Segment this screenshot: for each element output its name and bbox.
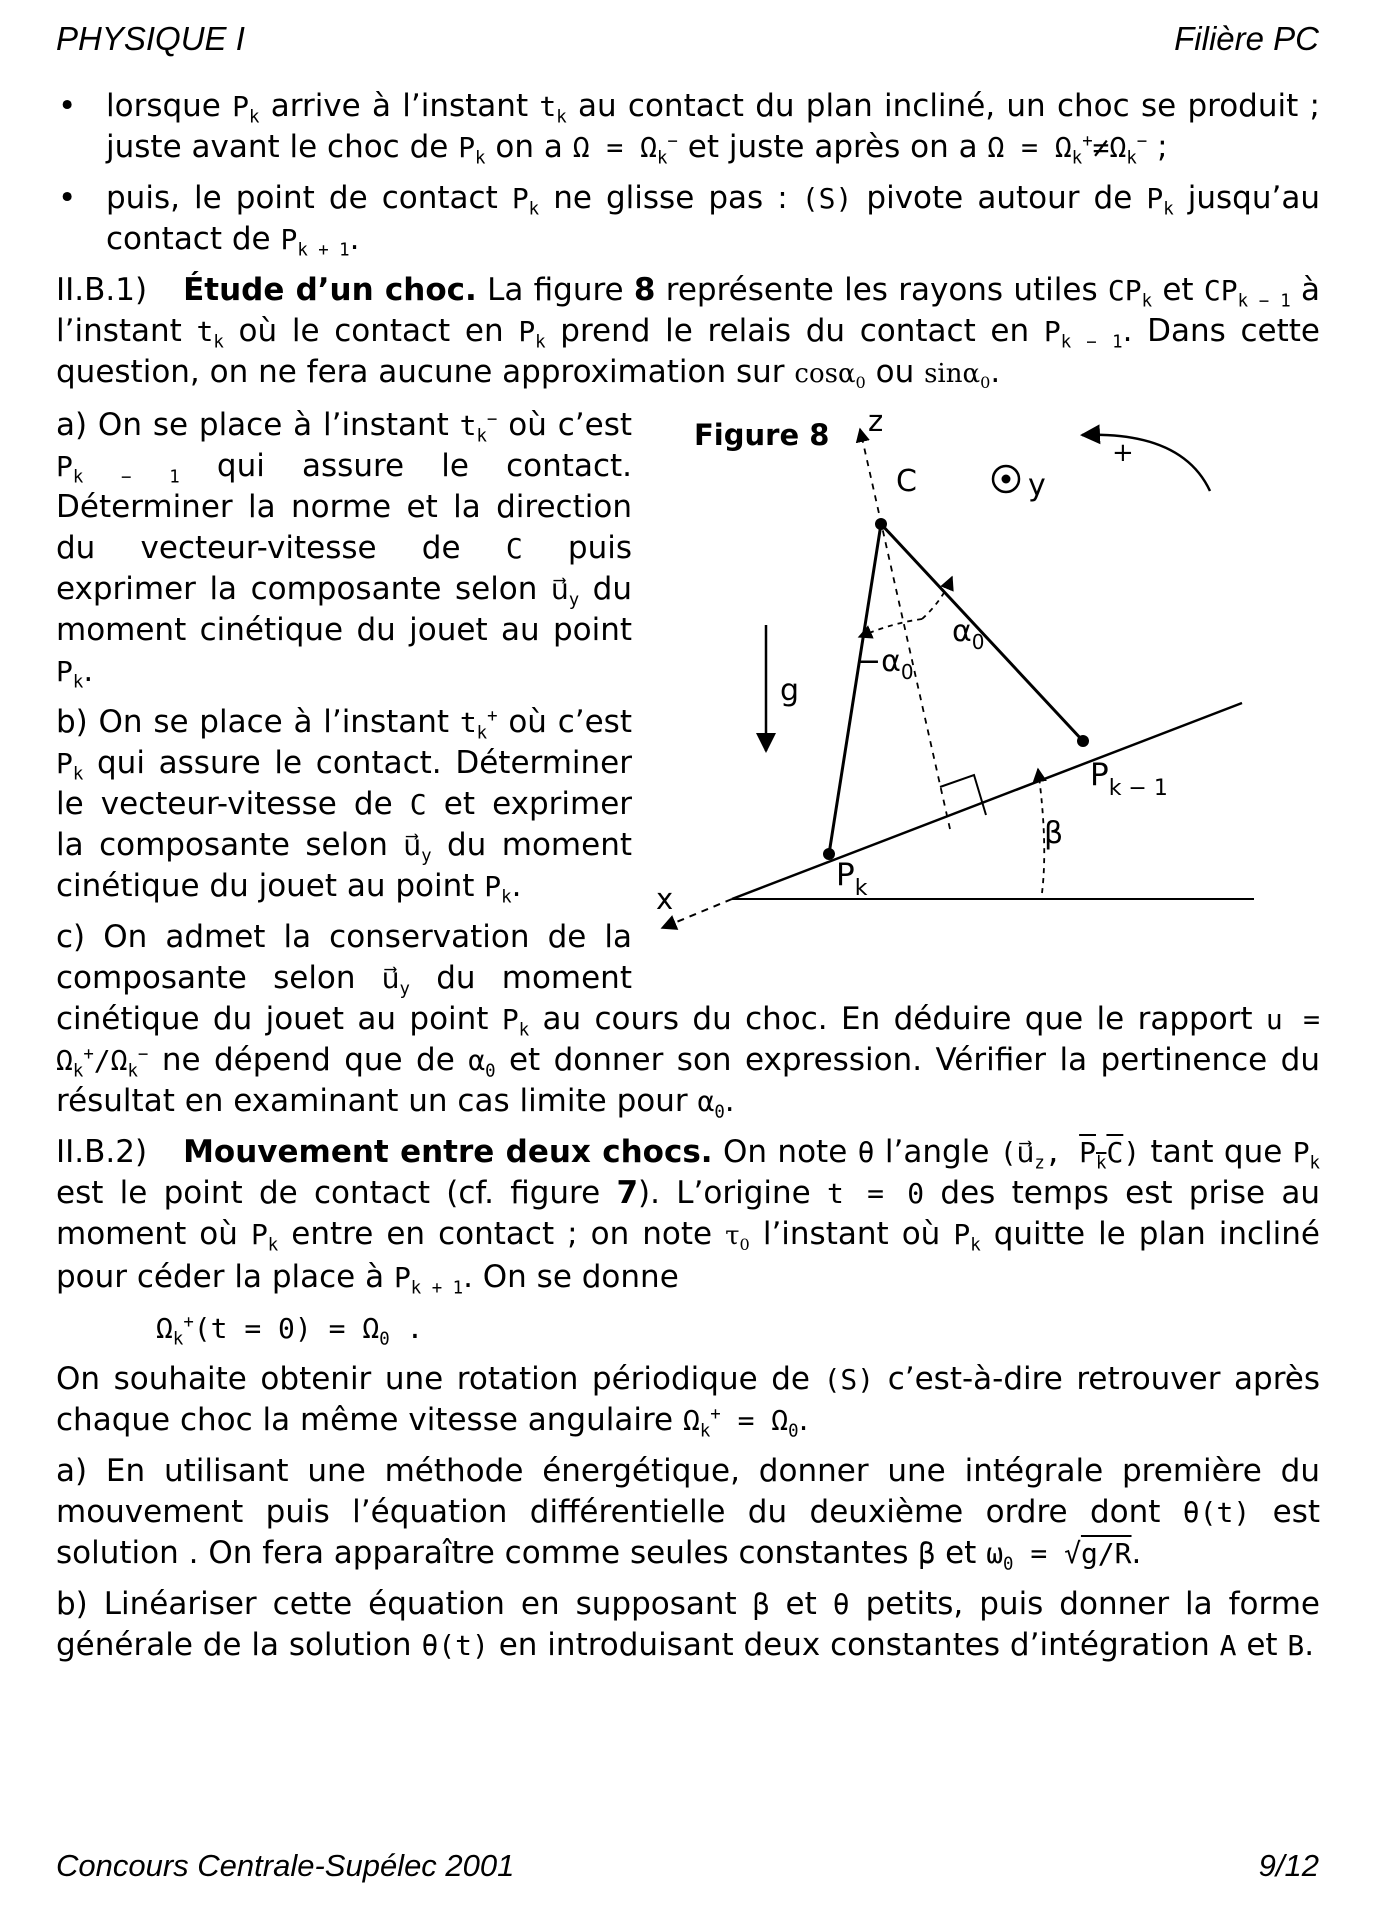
question-a: a) On se place à l’instant $t_k^-$ où c’est $P_{k - 1}$ qui assure le contact. Déterminer la norme et la direction du vecteur-vitesse de C puis exprimer la composante selon $u⃗_y$ du moment cinétique du jouet au point $P_k$.	[56, 407, 632, 693]
rotation-sense-arrow	[1082, 435, 1210, 491]
radius-c-pk	[829, 524, 881, 854]
figure-8-diagram	[650, 411, 1330, 961]
figure-title: Figure 8	[694, 418, 830, 452]
question-2b: b) Linéariser cette équation en supposant β et θ petits, puis donner la forme générale de la solution θ(t) en introduisant deux constantes d’intégration A et B.	[56, 1586, 1320, 1663]
y-axis-out-of-page-icon	[993, 466, 1019, 492]
point-c	[875, 518, 887, 530]
question-c: c) On admet la conservation de la composante selon $u⃗_y$ du moment cinétique du jouet au point $P_k$ au cours du choc. En déduire que le rapport $u = \Omega_k^+/\Omega_k^-$ ne dépend que de $\alpha_0$ et donner son expression. Vérifier la pertinence du résultat en examinant un cas limite pour $\alpha_0$.	[56, 919, 1321, 1123]
header-subject: PHYSIQUE I	[56, 20, 245, 57]
figure-8	[650, 411, 1330, 961]
point-pk	[823, 848, 835, 860]
label-z: z	[868, 411, 884, 438]
section-ii-b-2: II.B.2) Mouvement entre deux chocs. On note θ l’angle ($u⃗_z$, $P_kC$) tant que $P_k$ est le point de contact (cf. figure 7). L’origine t = 0 des temps est prise au moment où $P_k$ entre en contact ; on note $\tau_0$ l’instant où $P_k$ quitte le plan incliné pour céder la place à $P_{k + 1}$. On se donne	[56, 1134, 1321, 1299]
question-2a: a) En utilisant une méthode énergétique, donner une intégrale première du mouvement puis l’équation différentielle du deuxième ordre dont θ(t) est solution . On fera apparaître comme seules constantes β et $\omega_0 = √g/R$.	[56, 1453, 1320, 1575]
minus-alpha0-arc	[859, 619, 922, 637]
point-pk-1	[1077, 735, 1089, 747]
paragraph-periodic: On souhaite obtenir une rotation périodique de (S) c’est-à-dire retrouver après chaque choc la même vitesse angulaire $\Omega_k^+ = \Omega_0$.	[56, 1361, 1320, 1442]
label-pk: $P_k$	[836, 857, 868, 901]
section-number: II.B.2)	[56, 1134, 148, 1170]
label-pk-1: $P_{k - 1}$	[1090, 757, 1168, 801]
label-g: g	[780, 673, 800, 708]
label-c: C	[896, 464, 917, 499]
label-beta: β	[1044, 816, 1064, 851]
footer-page-number: 9/12	[1258, 1848, 1319, 1883]
section-number: II.B.1)	[56, 272, 148, 308]
footer-exam: Concours Centrale-Supélec 2001	[56, 1848, 515, 1883]
question-b: b) On se place à l’instant $t_k^+$ où c’est $P_k$ qui assure le contact. Déterminer le vecteur-vitesse de C et exprimer la composante selon $u⃗_y$ du moment cinétique du jouet au point $P_k$.	[56, 704, 633, 908]
incline-plane	[732, 703, 1242, 899]
bullet-choc: • lorsque $P_k$ arrive à l’instant $t_k$ au contact du plan incliné, un choc se produit ; juste avant le choc de $P_k$ on a $\Omega = \Omega_k^-$ et juste après on a $\Omega = \Omega_k^+\ne\Omega_k^-$ ;	[56, 86, 1320, 168]
section-ii-b-1: II.B.1) Étude d’un choc. La figure 8 représente les rayons utiles $CP_k$ et $CP_{k - 1}$ à l’instant $t_k$ où le contact en $P_k$ prend le relais du contact en $P_{k - 1}$. Dans cette question, on ne fera aucune approximation sur cosα$_0$ ou sinα$_0$.	[56, 272, 1321, 393]
label-plus: +	[1112, 438, 1134, 468]
label-alpha0: $\alpha_0$	[952, 614, 985, 654]
header-track: Filière PC	[1174, 20, 1319, 57]
section-title: Mouvement entre deux chocs.	[183, 1134, 713, 1170]
page-body	[56, 86, 1320, 1676]
label-y: y	[1028, 468, 1046, 503]
initial-condition-equation: $\Omega_k^+(t = 0) = \Omega_0$ .	[156, 1312, 424, 1350]
label-x: x	[656, 882, 674, 916]
bullet-pivot: • puis, le point de contact $P_k$ ne glisse pas : (S) pivote autour de $P_k$ jusqu’au contact de $P_{k + 1}$.	[56, 178, 1320, 260]
section-title: Étude d’un choc.	[183, 272, 477, 308]
label-minus-alpha0: $-\alpha_0$	[856, 644, 914, 684]
